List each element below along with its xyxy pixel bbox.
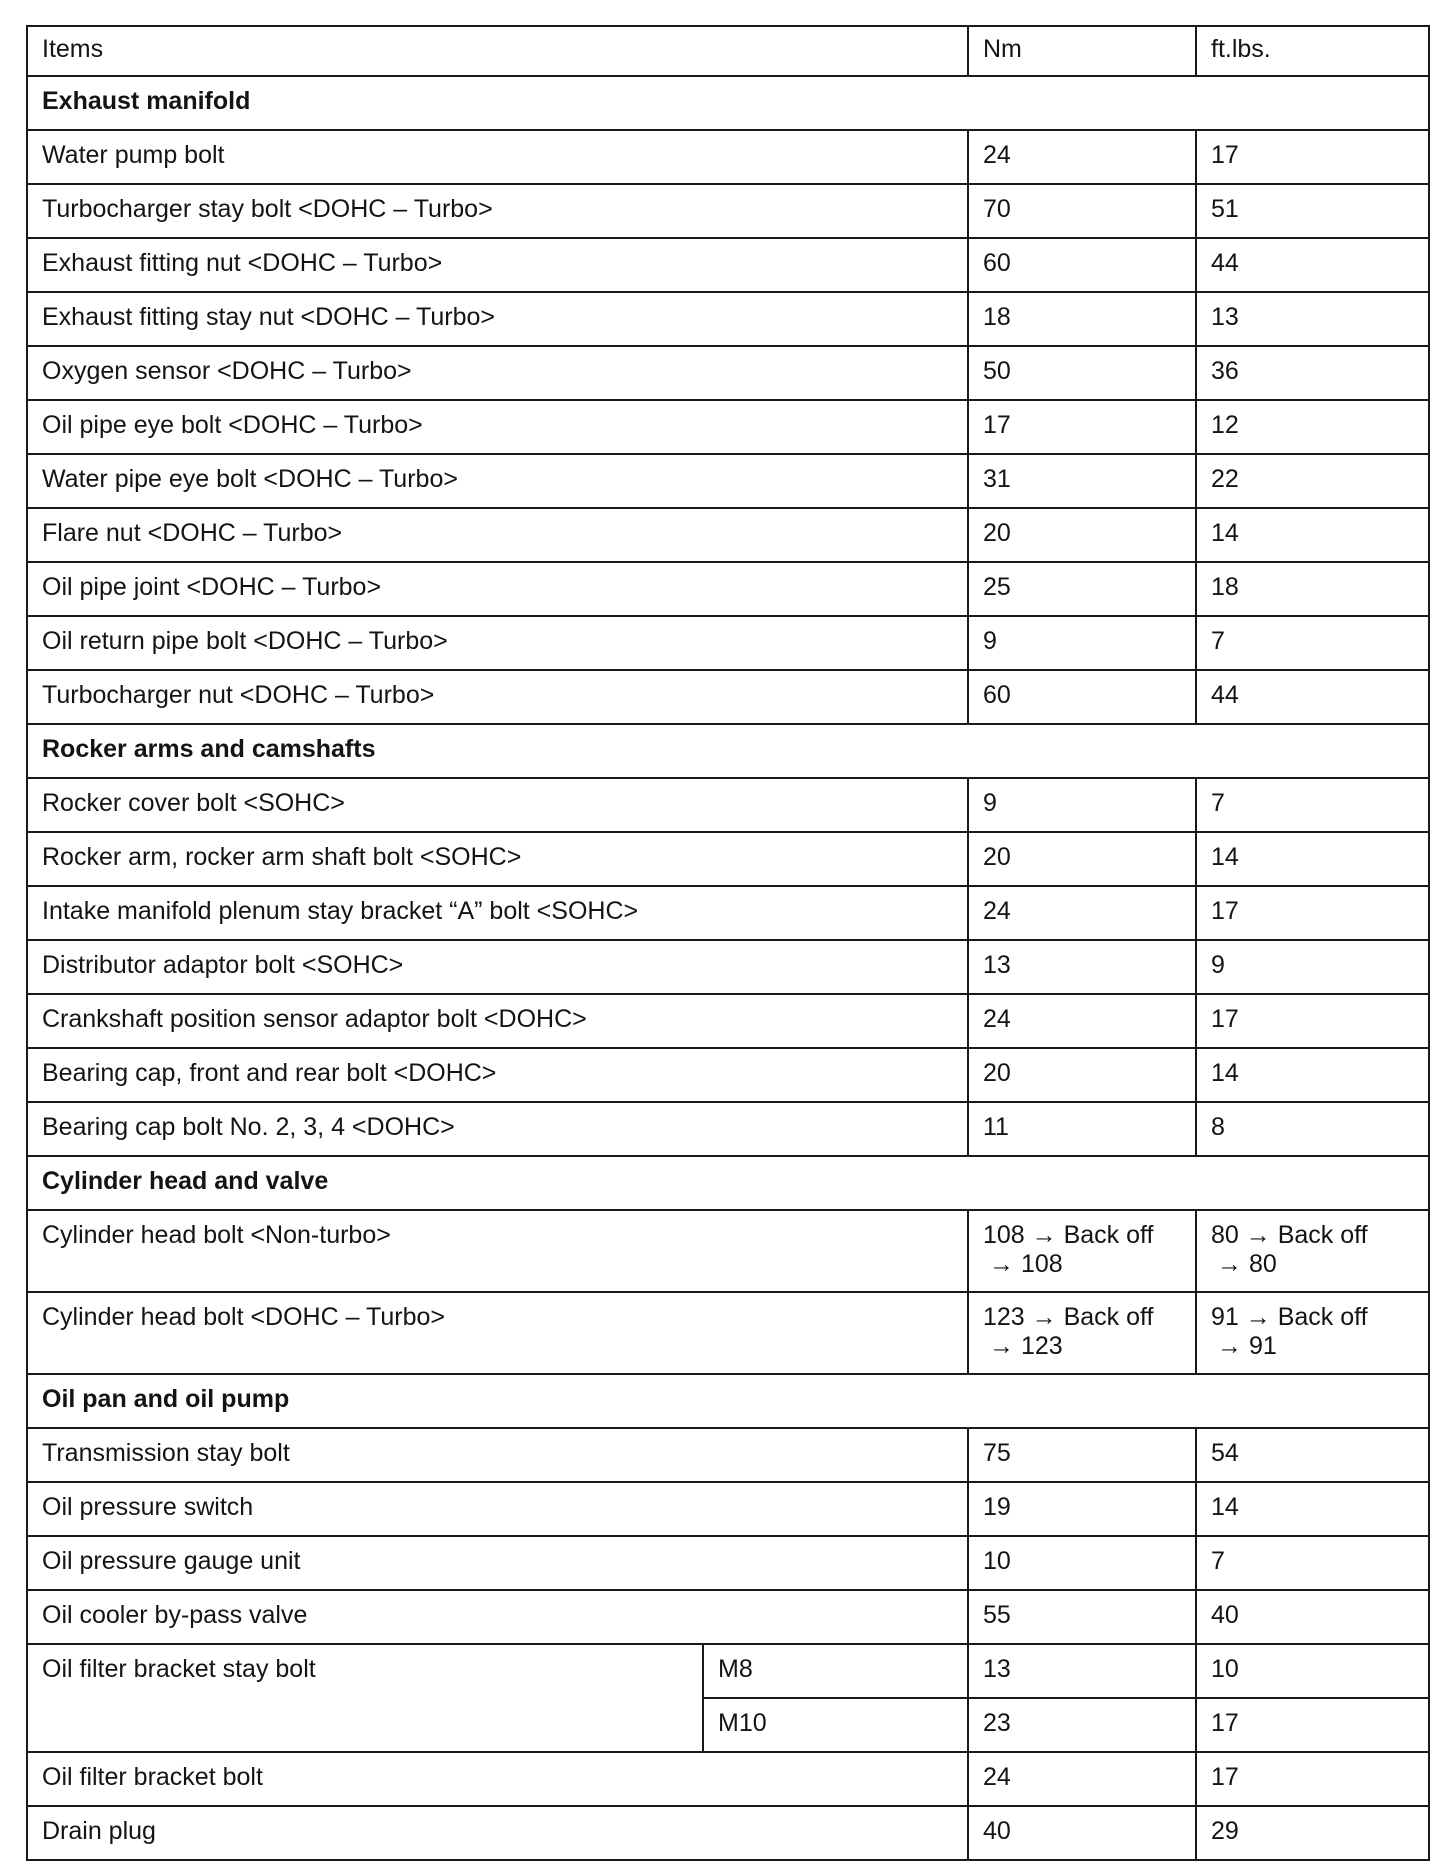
table-row [27, 346, 1429, 400]
table-row [27, 508, 1429, 562]
ft-lbs-cell: 36 [1196, 346, 1429, 400]
ft-lbs-cell: 22 [1196, 454, 1429, 508]
table-row [27, 1048, 1429, 1102]
ft-lbs-cell: 12 [1196, 400, 1429, 454]
item-cell: Oil pipe eye bolt <DOHC – Turbo> [27, 400, 968, 454]
item-cell: Distributor adaptor bolt <SOHC> [27, 940, 968, 994]
ft-step-2: → 80 [1217, 1250, 1277, 1278]
item-cell: Cylinder head bolt <DOHC – Turbo> [27, 1292, 968, 1374]
table-row [27, 130, 1429, 184]
item-cell: Oil filter bracket bolt [27, 1752, 968, 1806]
section-title: Exhaust manifold [27, 76, 1429, 130]
ft-lbs-cell: 9 [1196, 940, 1429, 994]
item-cell: Exhaust fitting nut <DOHC – Turbo> [27, 238, 968, 292]
item-cell: Flare nut <DOHC – Turbo> [27, 508, 968, 562]
torque-table [26, 25, 1430, 1861]
item-cell: Bearing cap, front and rear bolt <DOHC> [27, 1048, 968, 1102]
item-cell: Rocker arm, rocker arm shaft bolt <SOHC> [27, 832, 968, 886]
header-ft-lbs: ft.lbs. [1196, 26, 1429, 76]
table-row [27, 1590, 1429, 1644]
ft-lbs-cell: 8 [1196, 1102, 1429, 1156]
table-row [27, 1806, 1429, 1860]
ft-lbs-cell: 44 [1196, 238, 1429, 292]
nm-cell: 75 [968, 1428, 1196, 1482]
table-row [27, 1428, 1429, 1482]
table-row [27, 184, 1429, 238]
section-heading-row [27, 1156, 1429, 1210]
table-header-row [27, 26, 1429, 76]
nm-cell: 24 [968, 1752, 1196, 1806]
ft-lbs-cell: 51 [1196, 184, 1429, 238]
ft-lbs-cell [1196, 1292, 1429, 1374]
header-items: Items [27, 26, 968, 76]
nm-cell: 9 [968, 778, 1196, 832]
section-heading-row [27, 1374, 1429, 1428]
item-cell: Cylinder head bolt <Non-turbo> [27, 1210, 968, 1292]
item-cell: Water pump bolt [27, 130, 968, 184]
ft-lbs-cell: 54 [1196, 1428, 1429, 1482]
ft-lbs-cell [1196, 1210, 1429, 1292]
table-row [27, 1292, 1429, 1374]
item-cell: Oil cooler by-pass valve [27, 1590, 968, 1644]
item-cell: Oil pipe joint <DOHC – Turbo> [27, 562, 968, 616]
nm-cell: 24 [968, 886, 1196, 940]
table-row [27, 940, 1429, 994]
item-cell: Water pipe eye bolt <DOHC – Turbo> [27, 454, 968, 508]
item-cell: Rocker cover bolt <SOHC> [27, 778, 968, 832]
item-cell: Bearing cap bolt No. 2, 3, 4 <DOHC> [27, 1102, 968, 1156]
nm-cell [968, 1210, 1196, 1292]
table-row [27, 1644, 1429, 1698]
nm-cell: 70 [968, 184, 1196, 238]
nm-cell: 60 [968, 238, 1196, 292]
nm-cell [968, 1292, 1196, 1374]
nm-step-1: 108 → Back off [983, 1221, 1154, 1249]
ft-lbs-cell: 13 [1196, 292, 1429, 346]
section-title: Oil pan and oil pump [27, 1374, 1429, 1428]
ft-lbs-cell: 14 [1196, 1482, 1429, 1536]
section-title: Cylinder head and valve [27, 1156, 1429, 1210]
nm-step-1: 123 → Back off [983, 1303, 1154, 1331]
table-row [27, 562, 1429, 616]
item-cell: Drain plug [27, 1806, 968, 1860]
table-row [27, 1536, 1429, 1590]
item-cell: Exhaust fitting stay nut <DOHC – Turbo> [27, 292, 968, 346]
table-row [27, 400, 1429, 454]
item-cell: Oil pressure gauge unit [27, 1536, 968, 1590]
ft-lbs-cell: 7 [1196, 616, 1429, 670]
ft-lbs-cell: 44 [1196, 670, 1429, 724]
table-row [27, 832, 1429, 886]
nm-cell: 9 [968, 616, 1196, 670]
nm-cell: 20 [968, 508, 1196, 562]
nm-cell: 13 [968, 940, 1196, 994]
ft-step-1: 80 → Back off [1211, 1221, 1368, 1249]
nm-cell: 18 [968, 292, 1196, 346]
item-cell: Oil pressure switch [27, 1482, 968, 1536]
item-cell: Oil filter bracket stay bolt [27, 1644, 703, 1752]
nm-cell: 19 [968, 1482, 1196, 1536]
nm-cell: 11 [968, 1102, 1196, 1156]
nm-cell: 60 [968, 670, 1196, 724]
nm-cell: 10 [968, 1536, 1196, 1590]
nm-cell: 17 [968, 400, 1196, 454]
table-row [27, 886, 1429, 940]
table-row [27, 670, 1429, 724]
ft-lbs-cell: 17 [1196, 1698, 1429, 1752]
ft-lbs-cell: 17 [1196, 1752, 1429, 1806]
ft-step-1: 91 → Back off [1211, 1303, 1368, 1331]
section-heading-row [27, 76, 1429, 130]
nm-step-2: → 108 [989, 1250, 1063, 1278]
table-row [27, 292, 1429, 346]
item-cell: Intake manifold plenum stay bracket “A” bolt <SOHC> [27, 886, 968, 940]
item-cell: Turbocharger stay bolt <DOHC – Turbo> [27, 184, 968, 238]
header-nm: Nm [968, 26, 1196, 76]
table-row [27, 994, 1429, 1048]
nm-cell: 23 [968, 1698, 1196, 1752]
nm-cell: 25 [968, 562, 1196, 616]
nm-cell: 31 [968, 454, 1196, 508]
item-cell: Oxygen sensor <DOHC – Turbo> [27, 346, 968, 400]
item-cell: Transmission stay bolt [27, 1428, 968, 1482]
nm-cell: 20 [968, 832, 1196, 886]
section-heading-row [27, 724, 1429, 778]
ft-lbs-cell: 18 [1196, 562, 1429, 616]
ft-lbs-cell: 17 [1196, 994, 1429, 1048]
nm-cell: 24 [968, 130, 1196, 184]
table-row [27, 1210, 1429, 1292]
torque-spec-document [26, 25, 1428, 1861]
ft-lbs-cell: 14 [1196, 508, 1429, 562]
ft-lbs-cell: 17 [1196, 130, 1429, 184]
table-row [27, 454, 1429, 508]
nm-step-2: → 123 [989, 1332, 1063, 1360]
nm-cell: 13 [968, 1644, 1196, 1698]
table-row [27, 1102, 1429, 1156]
ft-lbs-cell: 14 [1196, 832, 1429, 886]
table-row [27, 778, 1429, 832]
size-cell: M10 [703, 1698, 968, 1752]
table-row [27, 238, 1429, 292]
ft-step-2: → 91 [1217, 1332, 1277, 1360]
item-cell: Oil return pipe bolt <DOHC – Turbo> [27, 616, 968, 670]
nm-cell: 50 [968, 346, 1196, 400]
size-cell: M8 [703, 1644, 968, 1698]
ft-lbs-cell: 14 [1196, 1048, 1429, 1102]
table-row [27, 1752, 1429, 1806]
ft-lbs-cell: 7 [1196, 778, 1429, 832]
ft-lbs-cell: 40 [1196, 1590, 1429, 1644]
nm-cell: 20 [968, 1048, 1196, 1102]
item-cell: Crankshaft position sensor adaptor bolt <DOHC> [27, 994, 968, 1048]
section-title: Rocker arms and camshafts [27, 724, 1429, 778]
nm-cell: 40 [968, 1806, 1196, 1860]
ft-lbs-cell: 17 [1196, 886, 1429, 940]
nm-cell: 55 [968, 1590, 1196, 1644]
ft-lbs-cell: 10 [1196, 1644, 1429, 1698]
item-cell: Turbocharger nut <DOHC – Turbo> [27, 670, 968, 724]
ft-lbs-cell: 29 [1196, 1806, 1429, 1860]
table-row [27, 616, 1429, 670]
nm-cell: 24 [968, 994, 1196, 1048]
table-row [27, 1482, 1429, 1536]
ft-lbs-cell: 7 [1196, 1536, 1429, 1590]
